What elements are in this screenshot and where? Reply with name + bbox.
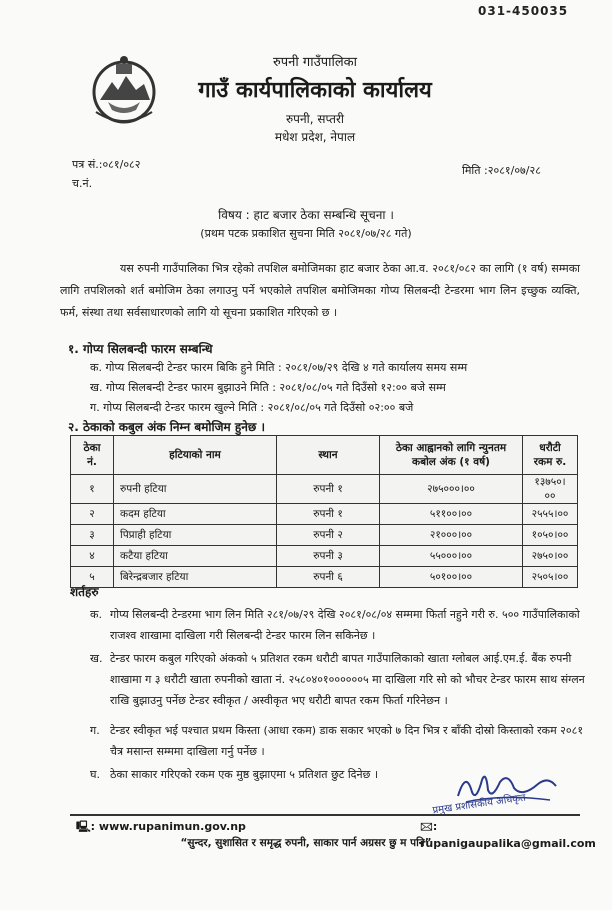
letter-date: मिति :२०८१/०७/२८ [462, 164, 541, 177]
municipality-name: रुपनी गाउँपालिका [273, 55, 357, 70]
condition-item [90, 648, 586, 711]
dispatch-number: च.नं. [72, 177, 93, 190]
condition-label: ख. [90, 652, 103, 665]
table-cell: ५५०००।०० [380, 546, 523, 567]
table-cell: बिरेन्द्रबजार हटिया [114, 567, 277, 588]
table-cell: ५११००।०० [380, 504, 523, 525]
table-cell: २ [71, 504, 114, 525]
table-cell: १ [71, 475, 114, 504]
condition-item [90, 720, 586, 762]
table-cell: १३७५०।०० [523, 475, 578, 504]
table-cell: रुपनी २ [277, 525, 380, 546]
condition-text: गोप्य सिलबन्दी टेन्डरमा भाग लिन मिति २८१/०७/२९ देखि २०८१/०८/०४ सम्ममा फिर्ता नहुने गरी रु. ५०० गाउँपालिकाको राजश्व शाखामा दाखिला गरी सिलबन्दी टेन्डर फारम लिन सकिनेछ । [110, 608, 580, 642]
table-cell: २७५०।०० [523, 546, 578, 567]
condition-text: ठेका साकार गरिएको रकम एक मुष्ठ बुझाएमा ५ प्रतिशत छुट दिनेछ । [110, 768, 378, 781]
column-header: हटियाको नाम [114, 436, 277, 475]
condition-label: ग. [90, 724, 100, 737]
table-cell: कटैया हटिया [114, 546, 277, 567]
table-cell: रुपनी ६ [277, 567, 380, 588]
table-cell: २७५०००।०० [380, 475, 523, 504]
table-row [71, 546, 578, 567]
table-cell: १०५०।०० [523, 525, 578, 546]
table-header-row [71, 436, 578, 475]
notice-subject: विषय : हाट बजार ठेका सम्बन्धि सूचना । [218, 208, 394, 222]
footer-website[interactable]: 🖳: www.rupanimun.gov.np [76, 820, 246, 833]
condition-label: क. [90, 608, 102, 621]
table-cell: रुपनी ३ [277, 546, 380, 567]
footer-slogan: “सुन्दर, सुशासित र समृद्ध रुपनी, साकार पार्न अग्रसर छु म पनि” [180, 837, 432, 849]
table-cell: ३ [71, 525, 114, 546]
column-header: ठेका नं. [71, 436, 114, 475]
office-province: मधेश प्रदेश, नेपाल [274, 130, 356, 144]
intro-paragraph: यस रुपनी गाउँपालिका भित्र रहेको तपशिल बमोजिमका हाट बजार ठेका आ.व. २०८१/०८२ का लागि (१ वर्ष) सम्मका लागि तपशिलको शर्त बमोजिम ठेका लगाउनु पर्ने भएकोले तपशिल बमोजिमका गोप्य सिलबन्दी टेन्डरमा भाग लिन इच्छुक व्यक्ति, फर्म, संस्था तथा सर्वसाधारणको लागि यो सूचना प्रकाशित गरिएको छ । [60, 262, 580, 319]
conditions-heading: शर्तहरु [70, 585, 99, 599]
condition-item [90, 764, 450, 785]
table-row [71, 475, 578, 504]
footer-divider [70, 814, 580, 816]
condition-text: टेन्डर स्वीकृत भई पश्चात प्रथम किस्ता (आधा रकम) डाक सकार भएको ७ दिन भित्र र बाँकी दोस्रो किस्ताको रकम २०८१ चैत्र मसान्त सम्ममा दाखिला गर्नु पर्नेछ । [110, 724, 584, 758]
table-cell: रुपनी १ [277, 504, 380, 525]
condition-label: घ. [90, 768, 100, 781]
form-sale-date: क. गोप्य सिलबन्दी टेन्डर फारम बिकि हुने मिति : २०८१/०७/२९ देखि ४ गते कार्यालय समय सम्म [90, 361, 468, 374]
table-cell: कदम हटिया [114, 504, 277, 525]
table-cell: २५५५।०० [523, 504, 578, 525]
contract-table [70, 435, 578, 588]
table-cell: ४ [71, 546, 114, 567]
column-header: स्थान [277, 436, 380, 475]
condition-item [90, 604, 586, 646]
table-cell: ५ [71, 567, 114, 588]
table-cell: रुपनी १ [277, 475, 380, 504]
footer-email[interactable]: 🖂: rupanigaupalika@gmail.com [420, 820, 596, 850]
table-row [71, 525, 578, 546]
table-cell: २१०००।०० [380, 525, 523, 546]
signatory-designation: प्रमुख प्रशासकीय अधिकृत [431, 792, 527, 817]
office-place: रुपनी, सप्तरी [285, 112, 345, 126]
form-submit-date: ख. गोप्य सिलबन्दी टेन्डर फारम बुझाउने मिति : २०८१/०८/०५ गते दिउँसो १२:०० बजे सम्म [90, 381, 446, 394]
notice-publish-line: (प्रथम पटक प्रकाशित सुचना मिति २०८१/०७/२८ गते) [200, 227, 412, 240]
letter-number: पत्र सं.:०८१/०८२ [72, 158, 141, 171]
table-cell: ५०१००।०० [380, 567, 523, 588]
table-cell: पिप्राही हटिया [114, 525, 277, 546]
column-header: धरौटी रकम रु. [523, 436, 578, 475]
table-cell: २५०५।०० [523, 567, 578, 588]
office-name: गाउँ कार्यपालिकाको कार्यालय [198, 78, 432, 103]
section-1-heading: १. गोप्य सिलबन्दी फारम सम्बन्धि [68, 342, 213, 356]
table-row [71, 567, 578, 588]
form-open-date: ग. गोप्य सिलबन्दी टेन्डर फारम खुल्ने मिति : २०८१/०८/०५ गते दिउँसो ०२:०० बजे [90, 401, 414, 414]
office-phone-number: 031-450035 [478, 4, 569, 18]
section-2-heading: २. ठेकाको कबुल अंक निम्न बमोजिम हुनेछ । [68, 420, 266, 434]
condition-text: टेन्डर फारम कबुल गरिएको अंकको ५ प्रतिशत रकम धरौटी बापत गाउँपालिकाको खाता ग्लोबल आई.एम.ई. बैंक रुपनी शाखामा ग ३ धरौटी खाता रुपनीको खाता नं. २५८०४०१००००००५ मा दाखिला गरि सो को भौचर टेन्डर फारम साथ संग्लन राखि बुझाउनु पर्नेछ टेन्डर स्वीकृत / अस्वीकृत भए धरौटी बापत रकम फिर्ता गरिनेछन । [110, 652, 585, 707]
table-cell: रुपनी हटिया [114, 475, 277, 504]
table-row [71, 504, 578, 525]
column-header: ठेका आह्वानको लागि न्युनतम कबोल अंक (१ वर्ष) [380, 436, 523, 475]
